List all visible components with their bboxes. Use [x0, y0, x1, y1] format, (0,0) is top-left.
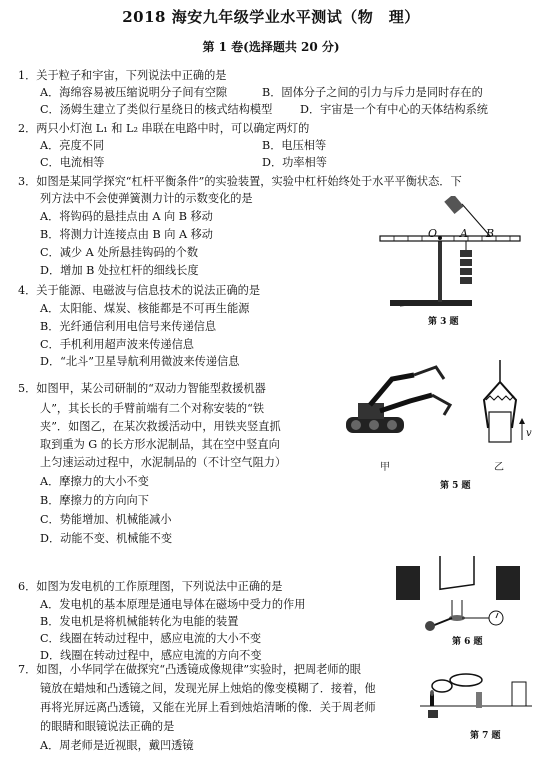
page-title: 2018 海安九年级学业水平测试（物 理） [122, 8, 420, 26]
q2-option-c: C．电流相等 [40, 156, 105, 169]
fig5-label-v: v [526, 428, 532, 439]
fig3-caption: 第 3 题 [428, 317, 459, 327]
q7-stem-line1: 7．如图，小华同学在做探究“凸透镜成像规律”实验时，把周老师的眼 [18, 663, 361, 676]
q7-stem-line3: 再将光屏远离凸透镜，又能在光屏上看到烛焰清晰的像．关于周老师 [40, 701, 376, 714]
fig5-label-yi: 乙 [494, 462, 504, 473]
q5-option-d: D．动能不变、机械能不变 [40, 532, 173, 545]
fig7-caption: 第 7 题 [470, 731, 501, 741]
q1-option-a: A．海绵容易被压缩说明分子间有空隙 [40, 86, 228, 99]
q7-option-a: A．周老师是近视眼，戴凹透镜 [40, 739, 194, 752]
q3-stem-line1: 3．如图是某同学探究“杠杆平衡条件”的实验装置，实验中杠杆始终处于水平平衡状态．下 [18, 175, 462, 188]
iron-clamp-figure [470, 360, 530, 460]
q3-option-b: B．将测力计连接点由 B 向 A 移动 [40, 228, 213, 241]
q3-option-a: A．将钩码的悬挂点由 A 向 B 移动 [40, 210, 213, 223]
q4-option-d: D．“北斗”卫星导航利用微波来传递信息 [40, 355, 240, 368]
q6-option-c: C．线圈在转动过程中，感应电流的大小不变 [40, 632, 262, 645]
q3-option-d: D．增加 B 处拉杠杆的细线长度 [40, 264, 199, 277]
q5-option-a: A．摩擦力的大小不变 [40, 475, 149, 488]
fig3-label-o: O [428, 227, 438, 240]
q5-stem-line3: 夹”．如图乙，在某次救援活动中，用铁夹竖直抓 [40, 420, 281, 433]
q4-stem: 4．关于能源、电磁波与信息技术的说法正确的是 [18, 284, 261, 297]
q5-option-c: C．势能增加、机械能减小 [40, 513, 172, 526]
q6-option-b: B．发电机是将机械能转化为电能的装置 [40, 615, 239, 628]
q1-option-d: D．宇宙是一个有中心的天体结构系统 [300, 103, 488, 116]
q3-option-c: C．减少 A 处所悬挂钩码的个数 [40, 246, 199, 259]
q4-option-a: A．太阳能、煤炭、核能都是不可再生能源 [40, 302, 250, 315]
q6-stem: 6．如图为发电机的工作原理图，下列说法中正确的是 [18, 580, 283, 593]
section-subtitle: 第 1 卷(选择题共 20 分) [202, 40, 340, 54]
q2-option-a: A．亮度不同 [40, 139, 105, 152]
q6-option-a: A．发电机的基本原理是通电导体在磁场中受力的作用 [40, 598, 306, 611]
rescue-robot-figure [340, 365, 460, 455]
fig3-label-a: A [460, 227, 468, 240]
q2-option-b: B．电压相等 [262, 139, 327, 152]
q4-option-b: B．光纤通信利用电信号来传递信息 [40, 320, 217, 333]
fig5-label-jia: 甲 [380, 462, 390, 473]
q2-option-d: D．功率相等 [262, 156, 327, 169]
q5-stem-line1: 5．如图甲，某公司研制的“双动力智能型救援机器 [18, 382, 266, 395]
lens-experiment-figure [418, 666, 534, 724]
q5-stem-line4: 取到重为 G 的长方形水泥制品，其在空中竖直向 [40, 438, 280, 451]
q1-option-b: B．固体分子之间的引力与斥力是同时存在的 [262, 86, 483, 99]
q5-stem-line5: 上匀速运动过程中，水泥制品的（不计空气阻力） [40, 456, 287, 469]
q3-stem-line2: 列方法中不会使弹簧测力计的示数变化的是 [40, 192, 253, 205]
fig3-label-b: B [486, 227, 495, 240]
q5-option-b: B．摩擦力的方向向下 [40, 494, 149, 507]
q1-stem: 1．关于粒子和宇宙，下列说法中正确的是 [18, 69, 227, 82]
q7-stem-line2: 镜放在蜡烛和凸透镜之间，发现光屏上烛焰的像变模糊了．接着，他 [40, 682, 376, 695]
q4-option-c: C．手机利用超声波来传递信息 [40, 338, 194, 351]
q7-stem-line4: 的眼睛和眼镜说法正确的是 [40, 720, 175, 733]
lever-figure [370, 196, 530, 326]
generator-figure [392, 556, 528, 638]
q2-stem: 2．两只小灯泡 L₁ 和 L₂ 串联在电路中时，可以确定两灯的 [18, 122, 310, 135]
q1-option-c: C．汤姆生建立了类似行星绕日的核式结构模型 [40, 103, 273, 116]
q5-stem-line2: 人”，其长长的手臂前端有二个对称安装的“铁 [40, 402, 265, 415]
fig5-caption: 第 5 题 [440, 481, 471, 491]
q6-option-d: D．线圈在转动过程中，感应电流的方向不变 [40, 649, 262, 662]
fig6-caption: 第 6 题 [452, 637, 483, 647]
